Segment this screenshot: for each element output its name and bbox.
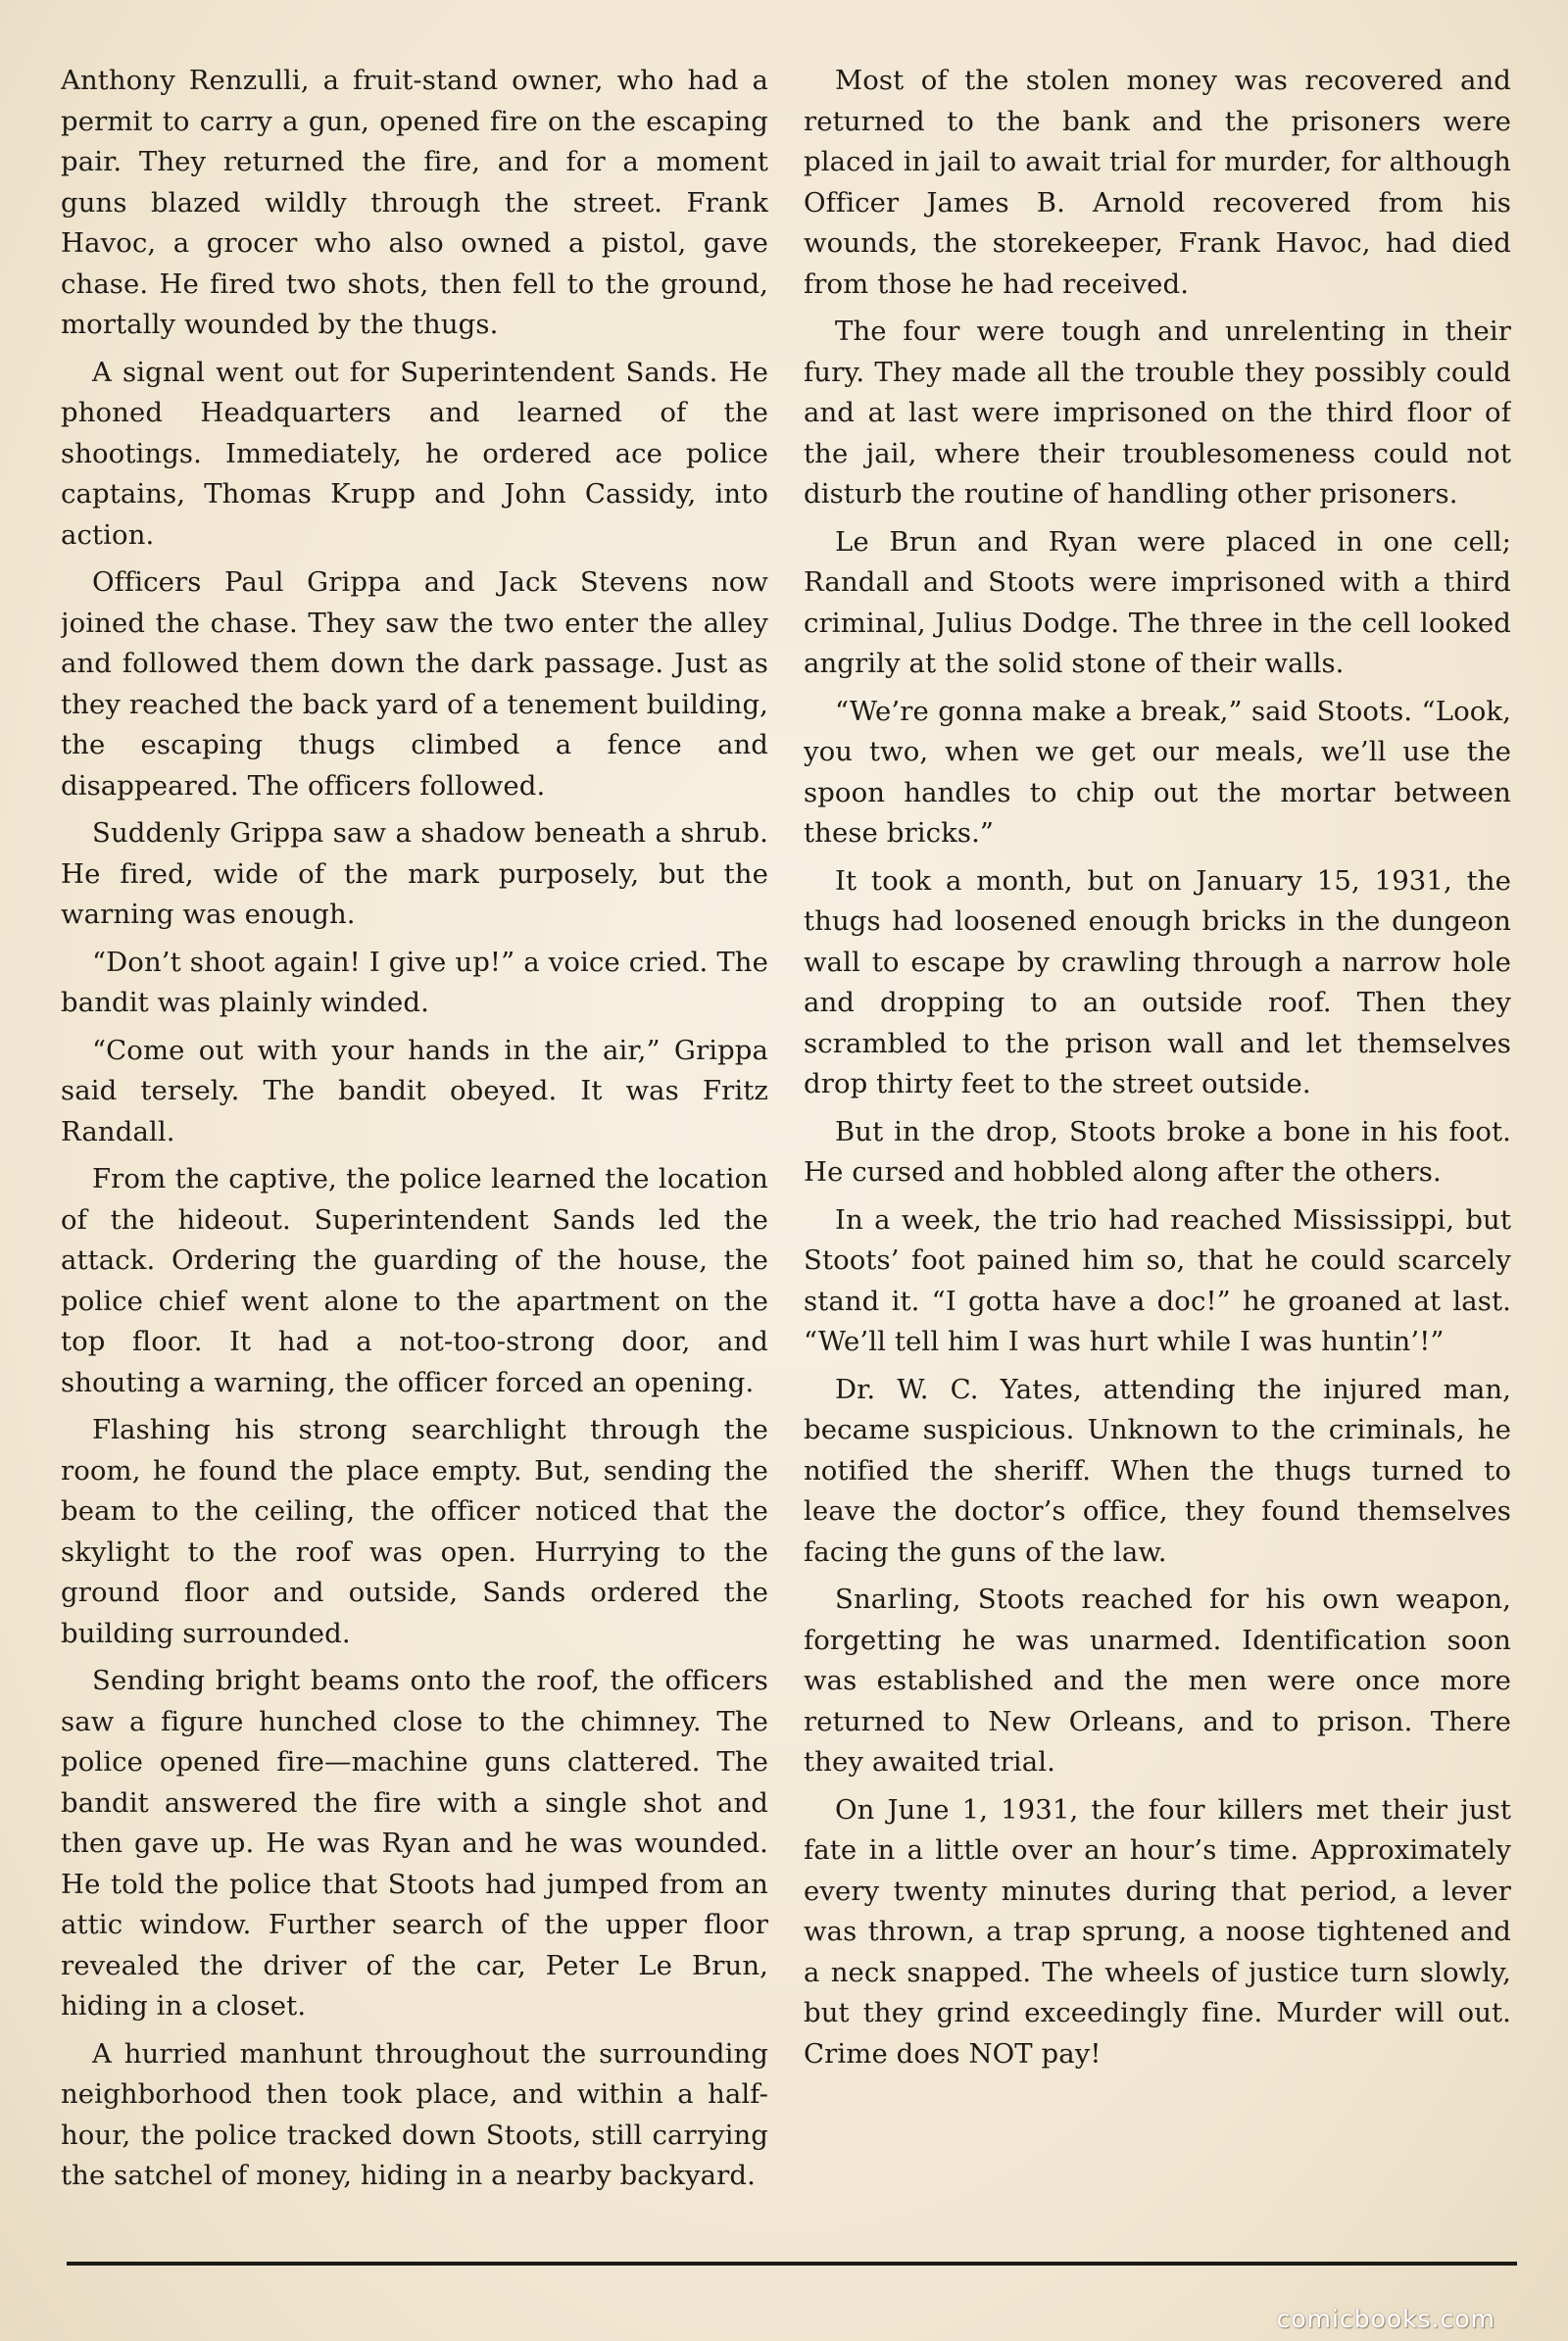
paragraph: On June 1, 1931, the four killers met their just fate in a little over an hour’s time. Approximately every twenty minutes during that period, a lever was thrown, a trap sprung, a noose tightened and a neck snapped. The wheels of justice turn slowly, but they grind exceedingly fine. Murder will out. Crime does NOT pay!: [804, 1793, 1511, 2070]
paragraph: Snarling, Stoots reached for his own weapon, forgetting he was unarmed. Identification soon was established and the men were once more returned to New Orleans, and to prison. There they awaited trial.: [804, 1584, 1511, 1778]
paragraph: “We’re gonna make a break,” said Stoots. “Look, you two, when we get our meals, we’ll use the spoon handles to chip out the mortar between these bricks.”: [804, 695, 1511, 849]
bottom-rule: [67, 2262, 1517, 2266]
paragraph: Officers Paul Grippa and Jack Stevens now joined the chase. They saw the two enter the alley and followed them down the dark passage. Just as they reached the back yard of a tenement building, the escaping thugs climbed a fence and disappeared. The officers followed.: [61, 566, 768, 802]
paragraph: Sending bright beams onto the roof, the officers saw a figure hunched close to the chimney. The police opened fire—machine guns clattered. The bandit answered the fire with a single shot and then gave up. He was Ryan and he was wounded. He told the police that Stoots had jumped from an attic window. Further search of the upper floor revealed the driver of the car, Peter Le Brun, hiding in a closet.: [61, 1665, 768, 2022]
left-column: [61, 61, 768, 2231]
paragraph: In a week, the trio had reached Mississippi, but Stoots’ foot pained him so, that he could scarcely stand it. “I gotta have a doc!” he groaned at last. “We’ll tell him I was hurt while I was huntin’!”: [804, 1203, 1511, 1357]
paragraph: Anthony Renzulli, a fruit-stand owner, who had a permit to carry a gun, opened fire on the escaping pair. They returned the fire, and for a moment guns blazed wildly through the street. Frank Havoc, a grocer who also owned a pistol, gave chase. He fired two shots, then fell to the ground, mortally wounded by the thugs.: [61, 65, 768, 340]
paragraph: “Come out with your hands in the air,” Grippa said tersely. The bandit obeyed. It was Fritz Randall.: [61, 1034, 768, 1147]
right-column: [804, 61, 1511, 2231]
paragraph: Flashing his strong searchlight through the room, he found the place empty. But, sending the beam to the ceiling, the officer noticed that the skylight to the roof was open. Hurrying to the ground floor and outside, Sands ordered the building surrounded.: [61, 1414, 768, 1649]
site-watermark: comicbooks.com: [1276, 2305, 1495, 2333]
paragraph: A signal went out for Superintendent Sands. He phoned Headquarters and learned of the shootings. Immediately, he ordered ace police captains, Thomas Krupp and John Cassidy, into action.: [61, 356, 768, 551]
paragraph: A hurried manhunt throughout the surrounding neighborhood then took place, and within a half-hour, the police tracked down Stoots, still carrying the satchel of money, hiding in a nearby backyard.: [61, 2037, 768, 2191]
paragraph: From the captive, the police learned the location of the hideout. Superintendent Sands led the attack. Ordering the guarding of the house, the police chief went alone to the apartment on the top floor. It had a not-too-strong door, and shouting a warning, the officer forced an opening.: [61, 1163, 768, 1398]
paragraph: It took a month, but on January 15, 1931, the thugs had loosened enough bricks in the dungeon wall to escape by crawling through a narrow hole and dropping to an outside roof. Then they scrambled to the prison wall and let themselves drop thirty feet to the street outside.: [804, 864, 1511, 1099]
paragraph: Le Brun and Ryan were placed in one cell; Randall and Stoots were imprisoned with a third criminal, Julius Dodge. The three in the cell looked angrily at the solid stone of their walls.: [804, 525, 1511, 679]
paragraph: Dr. W. C. Yates, attending the injured man, became suspicious. Unknown to the criminals, he notified the sheriff. When the thugs turned to leave the doctor’s office, they found themselves facing the guns of the law.: [804, 1373, 1511, 1568]
paragraph: But in the drop, Stoots broke a bone in his foot. He cursed and hobbled along after the others.: [804, 1115, 1511, 1188]
article-columns: [61, 61, 1511, 2231]
paragraph: “Don’t shoot again! I give up!” a voice cried. The bandit was plainly winded.: [61, 946, 768, 1018]
paragraph: The four were tough and unrelenting in their fury. They made all the trouble they possibly could and at last were imprisoned on the third floor of the jail, where their troublesomeness could not disturb the routine of handling other prisoners.: [804, 316, 1511, 510]
paragraph: Most of the stolen money was recovered and returned to the bank and the prisoners were placed in jail to await trial for murder, for although Officer James B. Arnold recovered from his wounds, the storekeeper, Frank Havoc, had died from those he had received.: [804, 65, 1511, 300]
paragraph: Suddenly Grippa saw a shadow beneath a shrub. He fired, wide of the mark purposely, but the warning was enough.: [61, 817, 768, 930]
